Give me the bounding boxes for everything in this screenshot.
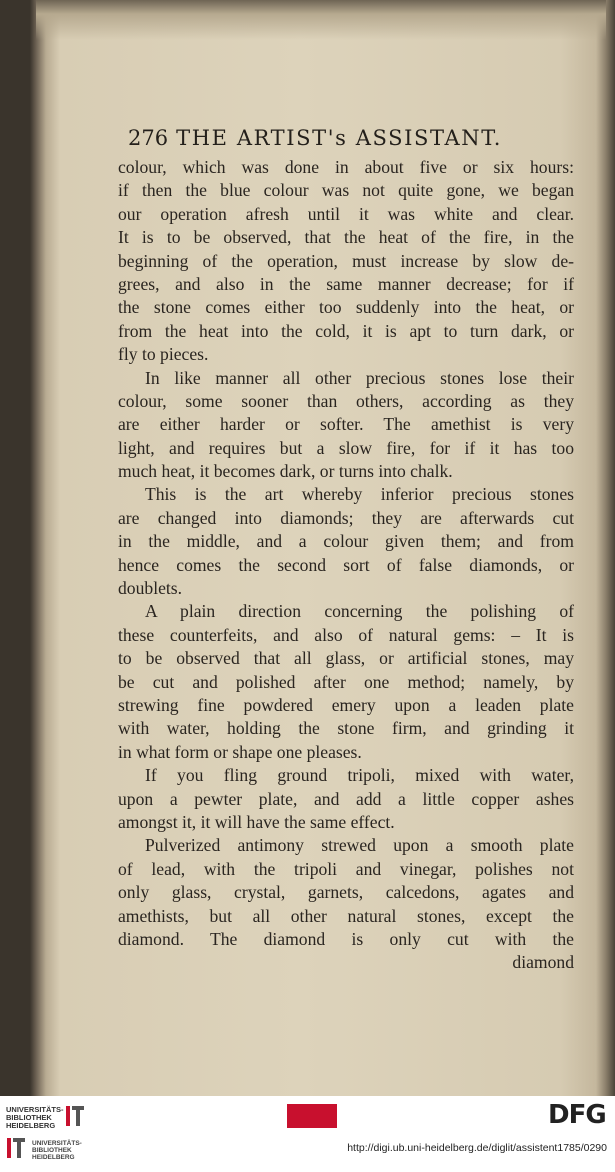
text-line: doublets. [118,578,183,599]
text-line: beginning of the operation, must increase by slow de- [118,250,574,271]
text-line: only glass, crystal, garnets, calcedons, agates and [118,882,574,903]
text-line: these counterfeits, and also of natural gems: – It is [118,624,574,645]
dfg-logo[interactable]: DFG [548,1100,606,1130]
page-number: 276 [128,126,169,150]
text-line: be cut and polished after one method; namely, by [118,671,574,692]
text-line: with water, holding the stone firm, and grinding it [118,718,574,739]
text-line: are changed into diamonds; they are afterwards cut [118,507,574,528]
running-header [128,126,574,150]
library-logo-text: UNIVERSITÄTS- BIBLIOTHEK HEIDELBERG [6,1105,64,1130]
text-line: are either harder or softer. The amethist is very [118,414,574,435]
text-line: grees, and also in the same manner decrease; for if [118,273,574,294]
library-logo[interactable] [6,1102,96,1136]
text-line: much heat, it becomes dark, or turns into chalk. [118,461,453,482]
text-line: light, and requires but a slow fire, for if it has too [118,437,574,458]
running-head: THE ARTIST's ASSISTANT. [176,126,502,150]
text-line: from the heat into the cold, it is apt to turn dark, or [118,320,574,341]
footer-bar [0,1096,615,1172]
text-line: if then the blue colour was not quite gone, we began [118,180,574,201]
text-line: in the middle, and a colour given them; and from [118,531,574,552]
text-line: If you fling ground tripoli, mixed with water, [145,765,574,786]
library-logo-secondary[interactable] [6,1136,96,1168]
permalink-url[interactable]: http://digi.ub.uni-heidelberg.de/diglit/assistent1785/0290 [347,1142,607,1154]
text-line: hence comes the second sort of false diamonds, or [118,554,574,575]
text-line: diamond. The diamond is only cut with the [118,928,574,949]
text-line: colour, some sooner than others, according as they [118,390,574,411]
text-line: fly to pieces. [118,344,209,365]
text-line: the stone comes either too suddenly into the heat, or [118,297,574,318]
library-stamp-icon [287,1104,337,1128]
text-line: colour, which was done in about five or six hours: [118,157,574,177]
library-logo-secondary-icon [6,1136,26,1162]
text-line: of lead, with the tripoli and vinegar, polishes not [118,858,574,879]
text-block [118,126,574,975]
library-logo-secondary-text: UNIVERSITÄTS- BIBLIOTHEK HEIDELBERG [32,1140,82,1161]
text-line: A plain direction concerning the polishing of [145,601,574,622]
text-line: upon a pewter plate, and add a little copper ashes [118,788,574,809]
text-line: Pulverized antimony strewed upon a smooth plate [145,835,574,856]
text-line: strewing fine powdered emery upon a leaden plate [118,694,574,715]
text-line: amongst it, it will have the same effect. [118,811,395,832]
text-line: It is to be observed, that the heat of the fire, in the [118,227,574,248]
page-top-shadow [36,0,606,40]
library-logo-icon [64,1104,86,1130]
text-line: amethists, but all other natural stones, except the [118,905,574,926]
text-line: in what form or shape one pleases. [118,741,362,762]
text-line: to be observed that all glass, or artificial stones, may [118,648,574,669]
catchword: diamond [512,952,574,973]
text-line: our operation afresh until it was white and clear. [118,203,574,224]
text-line: In like manner all other precious stones lose their [145,367,574,388]
text-line: This is the art whereby inferior precious stones [145,484,574,505]
